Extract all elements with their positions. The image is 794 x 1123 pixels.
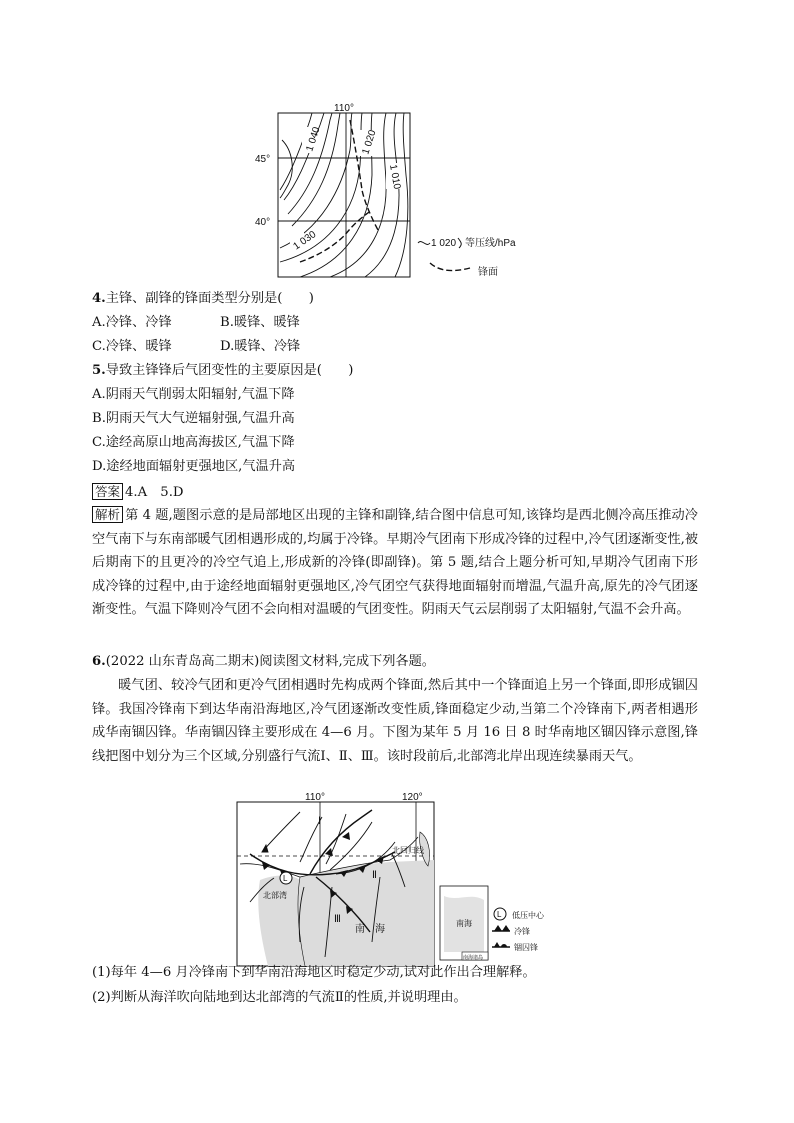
q5-option-b[interactable]: B.阴雨天气大气逆辐射强,气温升高 <box>92 411 295 426</box>
legend-front-symbol <box>430 263 470 271</box>
q6-header <box>92 653 435 671</box>
q6-subquestion-2: (2)判断从海洋吹向陆地到达北部湾的气流Ⅱ的性质,并说明理由。 <box>92 990 467 1005</box>
q5-option-a[interactable]: A.阴雨天气削弱太阳辐射,气温下降 <box>92 387 295 402</box>
legend-low-letter: L <box>497 910 502 919</box>
q6-source: (2022 山东青岛高二期末) <box>105 654 260 669</box>
south-china-sea <box>294 860 434 966</box>
q4-stem <box>92 290 314 308</box>
low-center-symbol: L <box>283 874 288 883</box>
q5-text: 导致主锋锋后气团变性的主要原因是( ) <box>105 363 354 378</box>
legend-isobar-value: 1 020 <box>431 238 457 249</box>
isobar-label-1040: 1 040 <box>304 125 323 153</box>
lon-label-110: 110° <box>334 103 354 114</box>
region-2-label: Ⅱ <box>372 870 377 881</box>
legend-isobar-label: 等压线/hPa <box>465 238 516 249</box>
region-3-label: Ⅲ <box>334 914 341 925</box>
inset-caption: 南海诸岛 <box>463 955 484 961</box>
gulf-of-tonkin <box>258 876 305 967</box>
sea-label: 南 海 <box>355 924 385 935</box>
analysis-paragraph <box>92 504 698 649</box>
lat-label-45: 45° <box>255 154 271 165</box>
tropic-label: 北回归线 <box>392 846 424 855</box>
analysis-text: 第 4 题,题图示意的是局部地区出现的主锋和副锋,结合图中信息可知,该锋均是西北侧冷高压推动冷空气南下与东南部暖气团相遇形成的,均属于冷锋。早期冷气团南下形成冷锋的过程中,冷气团逐渐变性,被后期南下的且更冷的冷空气追上,形成新的冷锋(即副锋)。第 5 题,结合上题分析可知,早期冷气团南下形成冷锋的过程中,由于途经地面辐射更强地区,冷气团空气获得地面辐射而增温,气温升高,原先的冷气团逐渐变性。气温下降则冷气团不会向相对温暖的气团变性。阴雨天气云层削弱了太阳辐射,气温不会升高。 <box>92 508 699 617</box>
gulf-label: 北部湾 <box>263 891 287 900</box>
lon-label-120: 120° <box>402 792 423 803</box>
q4-option-d[interactable]: D.暖锋、冷锋 <box>220 339 301 354</box>
legend-cold-label: 冷锋 <box>514 927 530 936</box>
q6-stem: 阅读图文材料,完成下列各题。 <box>259 654 435 669</box>
q4-option-b[interactable]: B.暖锋、暖锋 <box>220 315 300 330</box>
region-1-label: Ⅰ <box>318 816 321 827</box>
legend-cold-symbol <box>492 925 510 931</box>
q5-option-d[interactable]: D.途经地面辐射更强地区,气温升高 <box>92 459 296 474</box>
q6-material: 暖气团、较冷气团和更冷气团相遇时先构成两个锋面,然后其中一个锋面追上另一个锋面,即形成锢囚锋。我国冷锋南下到达华南沿海地区,冷气团逐渐改变性质,锋面稳定少动,当第二个冷锋南下,两者相遇形成华南锢囚锋。华南锢囚锋主要形成在 4—6 月。下图为某年 5 月 16 日 8 时华南地区锢囚锋示意图,锋线把图中划分为三个区域,分别盛行气流Ⅰ、Ⅱ、Ⅲ。该时段前后,北部湾北岸出现连续暴雨天气。 <box>92 678 698 764</box>
isobar-label-1030: 1 030 <box>291 229 319 253</box>
q4-text: 主锋、副锋的锋面类型分别是( ) <box>105 291 314 306</box>
isobar-lines <box>280 113 408 277</box>
q5-number: 5. <box>92 363 106 378</box>
isobar-label-1010: 1 010 <box>387 163 403 191</box>
q6-number: 6. <box>92 654 106 669</box>
q4-option-c[interactable]: C.冷锋、暖锋 <box>92 339 172 354</box>
q4-option-a[interactable]: A.冷锋、冷锋 <box>92 315 172 330</box>
answer-line <box>92 483 183 502</box>
legend-front-label: 锋面 <box>478 267 498 278</box>
inset-sea-label: 南海 <box>456 919 472 928</box>
legend-low-label: 低压中心 <box>512 911 544 920</box>
q5-stem <box>92 362 353 380</box>
analysis-tag: 解析 <box>92 506 123 523</box>
legend-occluded-label: 锢囚锋 <box>514 943 538 952</box>
occluded-front-map-figure <box>0 792 794 992</box>
lat-label-40: 40° <box>255 217 271 228</box>
q4-number: 4. <box>92 291 106 306</box>
isobar-map-figure <box>0 0 794 300</box>
answer-text: 4.A 5.D <box>125 485 184 500</box>
lon-label-110: 110° <box>305 792 325 803</box>
q6-subquestion-1: (1)每年 4—6 月冷锋南下到华南沿海地区时稳定少动,试对此作出合理解释。 <box>92 965 536 980</box>
isobar-label-1020: 1 020 <box>360 128 379 156</box>
answer-tag: 答案 <box>92 483 123 500</box>
q5-option-c[interactable]: C.途经高原山地高海拔区,气温下降 <box>92 435 295 450</box>
legend-occluded-symbol <box>492 942 510 947</box>
legend-isobar-symbol <box>418 242 430 245</box>
